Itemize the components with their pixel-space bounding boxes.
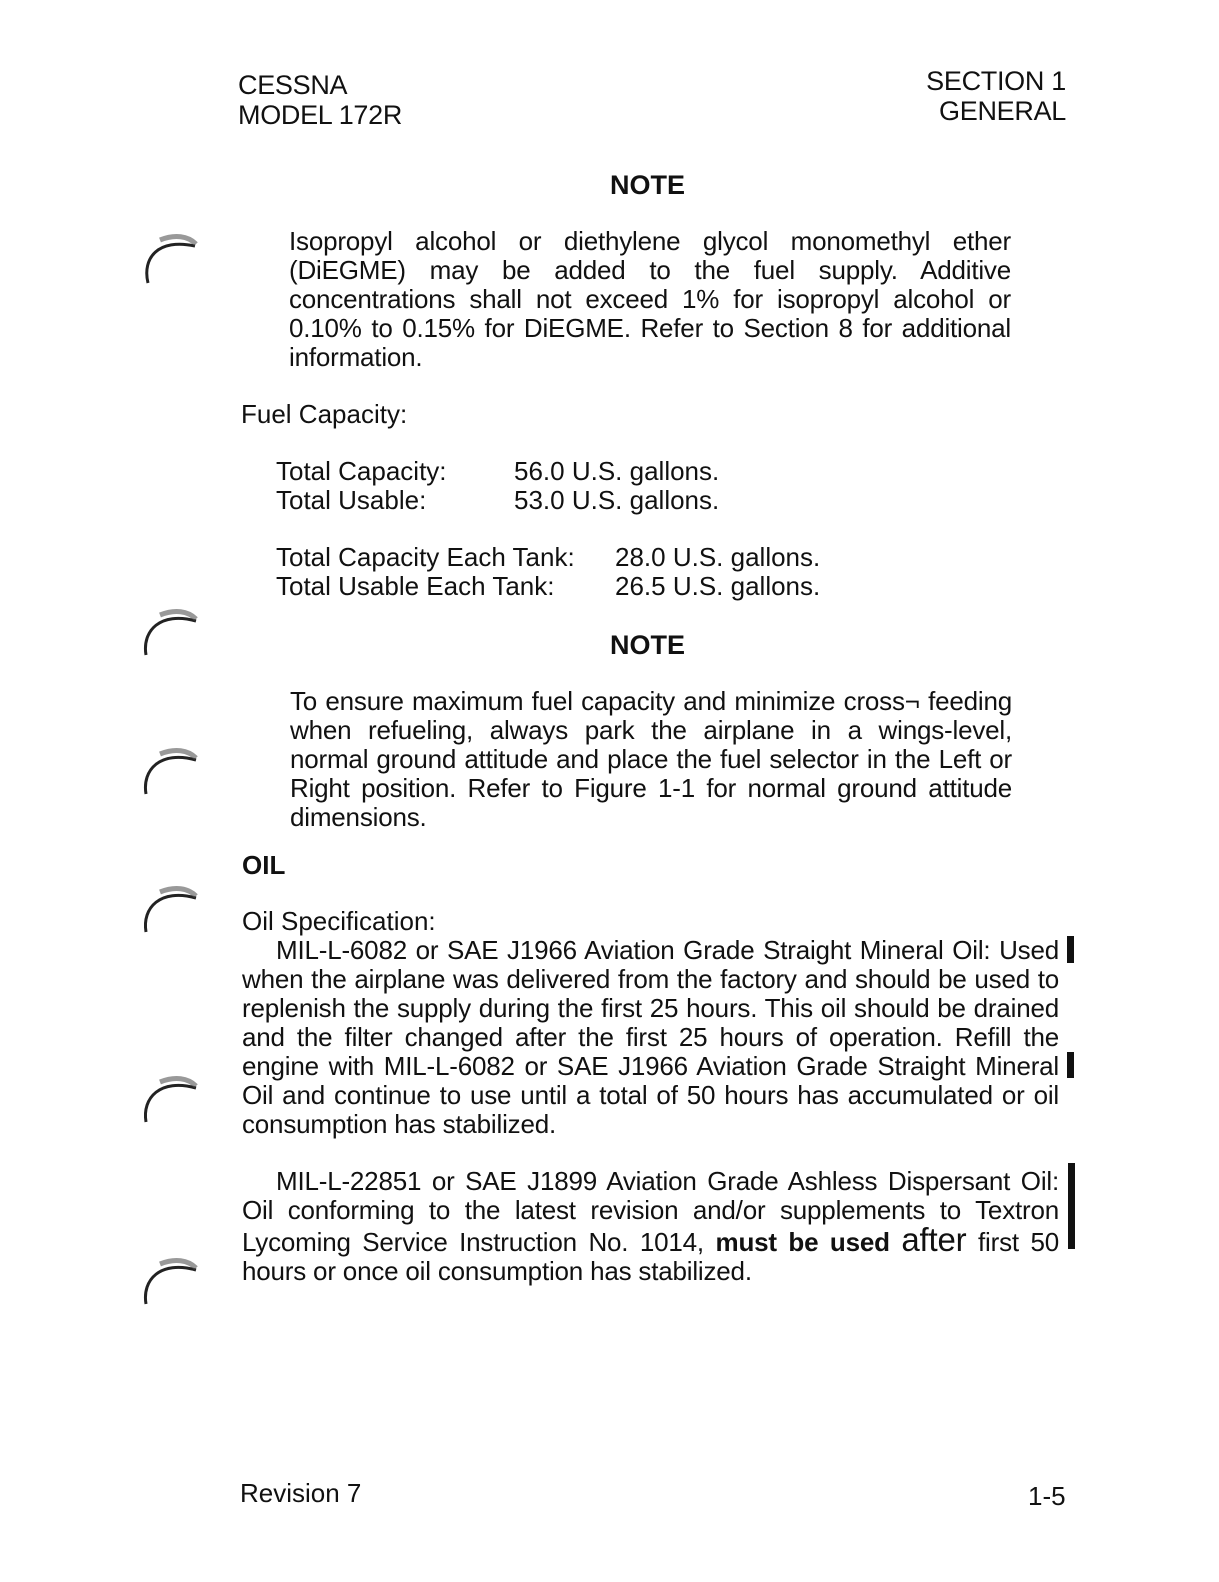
header-model: MODEL 172R [238, 100, 403, 130]
table-row [276, 572, 820, 601]
fuel-capacity-label: Fuel Capacity: [241, 399, 408, 429]
footer-revision: Revision 7 [240, 1478, 362, 1508]
note-text-fuel-capacity: To ensure maximum fuel capacity and minimize cross¬ feeding when refueling, always park the airplane in a wings-level, normal ground attitude and place the fuel selector in the Left or Right position. Refer to Figure 1-1 for normal ground attitude dimensions. [290, 686, 1012, 832]
header-manufacturer: CESSNA [238, 70, 348, 100]
oil-paragraph-ashless [242, 1167, 1059, 1286]
revision-bar [1067, 936, 1074, 963]
capacity-each-tank-label: Total Capacity Each Tank: [276, 542, 575, 572]
total-capacity-label: Total Capacity: [276, 456, 447, 486]
emphasis-after: after [901, 1221, 967, 1258]
oil-section-heading: OIL [242, 850, 286, 880]
fuel-capacity-each-tank-table [276, 543, 820, 601]
usable-each-tank-value: 26.5 U.S. gallons. [615, 571, 821, 601]
header-right [926, 66, 1066, 126]
header-section-title: GENERAL [939, 96, 1066, 126]
oil-paragraph-ashless-text: MIL-L-22851 or SAE J1899 Aviation Grade Ashless Dispersant Oil: Oil conforming to the latest revision and/or supplements to Textron Lycoming Service Instruction No. 1014, [242, 1166, 1059, 1257]
oil-paragraph-ashless-end: first 50 hours or once oil consumption has stabilized. [242, 1227, 1059, 1286]
table-row [276, 486, 719, 515]
revision-bar [1068, 1163, 1075, 1249]
revision-bar [1067, 1052, 1074, 1078]
total-capacity-value: 56.0 U.S. gallons. [514, 456, 720, 486]
total-usable-value: 53.0 U.S. gallons. [514, 485, 720, 515]
footer-page-number: 1-5 [1028, 1481, 1066, 1511]
oil-paragraph-mineral [242, 936, 1059, 1139]
note-text-additives: Isopropyl alcohol or diethylene glycol monomethyl ether (DiEGME) may be added to the fuel supply. Additive concentrations shall not exceed 1% for isopropyl alcohol or 0.10% to 0.15% for DiEGME. Refer to Section 8 for additional information. [289, 226, 1011, 372]
note-title: NOTE [609, 630, 685, 660]
binder-hole-mark [140, 880, 200, 950]
capacity-each-tank-value: 28.0 U.S. gallons. [615, 542, 821, 572]
binder-hole-mark [140, 742, 200, 812]
header-section: SECTION 1 [926, 66, 1066, 96]
header-left [238, 70, 402, 130]
oil-specification-label: Oil Specification: [242, 906, 436, 936]
fuel-capacity-totals-table [276, 457, 719, 515]
binder-hole-mark [140, 1070, 200, 1140]
emphasis-must-be-used: must be used [715, 1227, 890, 1257]
usable-each-tank-label: Total Usable Each Tank: [276, 571, 555, 601]
binder-hole-mark [140, 228, 200, 298]
table-row [276, 543, 820, 572]
binder-hole-mark [140, 1250, 200, 1320]
oil-paragraph-mineral-text: MIL-L-6082 or SAE J1966 Aviation Grade Straight Mineral Oil: Used when the airplane was delivered from the factory and should be used to replenish the supply during the first 25 hours. This oil should be drained and the filter changed after the first 25 hours of operation. Refill the engine with MIL-L-6082 or SAE J1966 Aviation Grade Straight Mineral Oil and continue to use until a total of 50 hours has accumulated or oil consumption has stabilized. [242, 935, 1059, 1139]
note-title: NOTE [609, 170, 685, 200]
total-usable-label: Total Usable: [276, 485, 427, 515]
table-row [276, 457, 719, 486]
